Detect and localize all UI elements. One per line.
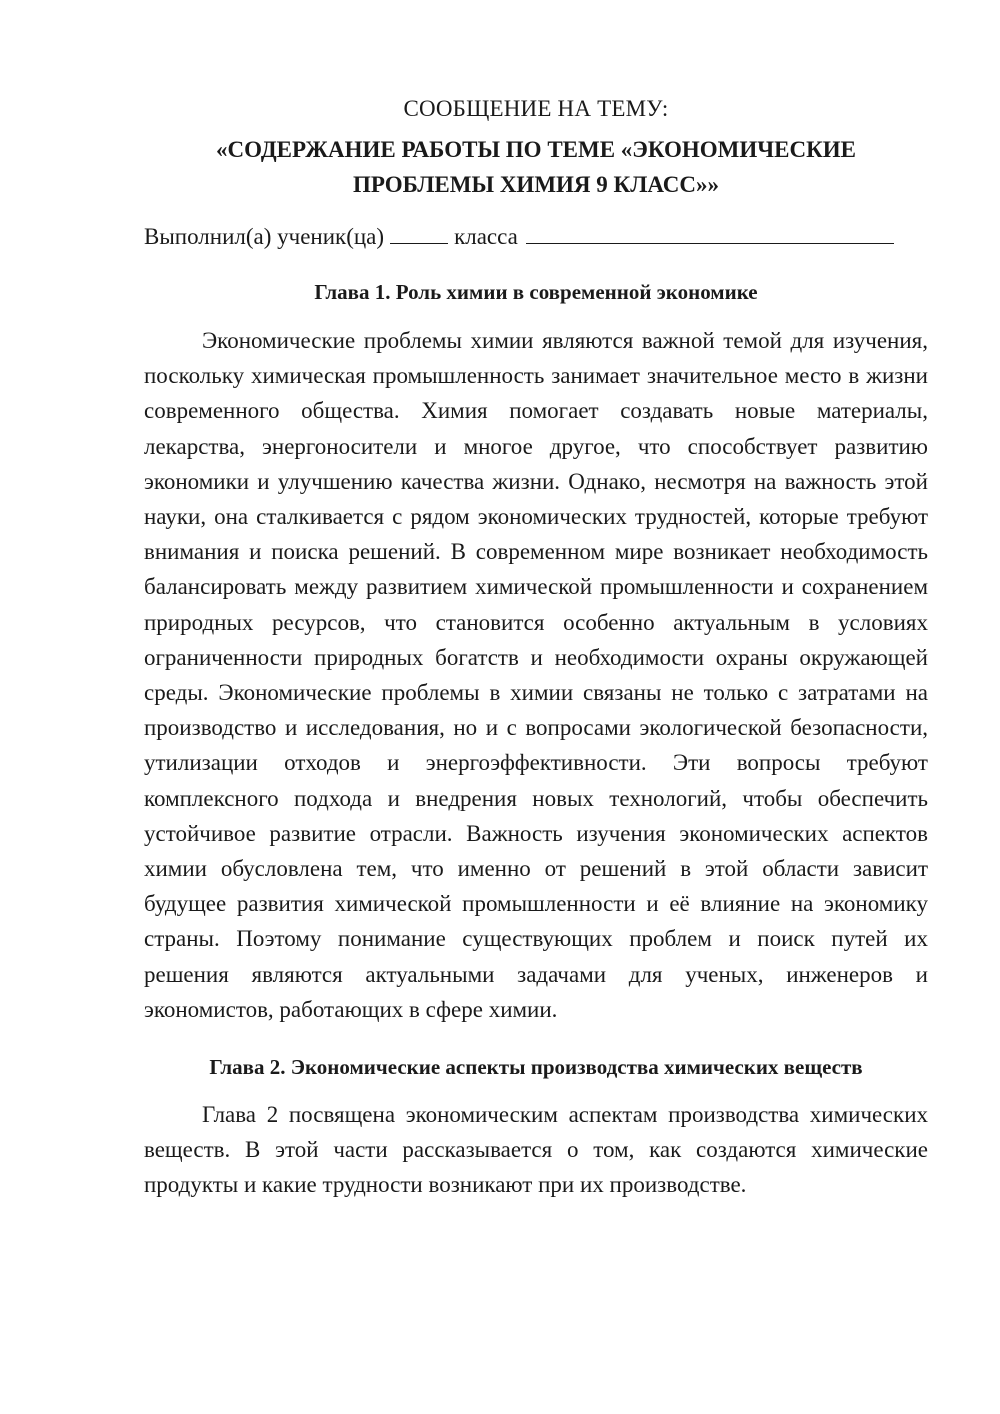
chapter-1-title: Глава 1. Роль химии в современной экономике	[314, 280, 758, 304]
document-title-line-1: «СОДЕРЖАНИЕ РАБОТЫ ПО ТЕМЕ «ЭКОНОМИЧЕСКИЕ	[215, 137, 857, 162]
author-prefix: Выполнил(а) ученик(ца)	[144, 224, 385, 249]
document-title-line-2: ПРОБЛЕМЫ ХИМИЯ 9 КЛАСС»»	[352, 172, 720, 197]
author-class-label: класса	[454, 224, 518, 249]
document-content	[144, 92, 928, 1203]
document-title	[144, 132, 928, 202]
chapter-2-title: Глава 2. Экономические аспекты производства химических веществ	[209, 1055, 863, 1080]
author-line	[144, 220, 928, 254]
document-subject: СООБЩЕНИЕ НА ТЕМУ:	[403, 96, 669, 121]
class-blank	[390, 223, 448, 244]
chapter-1-paragraph: Экономические проблемы химии являются важной темой для изучения, поскольку химическая промышленность занимает значительное место в жизни современного общества. Химия помогает создавать новые материалы, лекарства, энергоносители и многое другое, что способствует развитию экономики и улучшению качества жизни. Однако, несмотря на важность этой науки, она сталкивается с рядом экономических трудностей, которые требуют внимания и поиска решений. В современном мире возникает необходимость балансировать между развитием химической промышленности и сохранением природных ресурсов, что становится особенно актуальным в условиях ограниченности природных богатств и необходимости охраны окружающей среды. Экономические проблемы в химии связаны не только с затратами на производство и исследования, но и с вопросами экологической безопасности, утилизации отходов и энергоэффективности. Эти вопросы требуют комплексного подхода и внедрения новых технологий, чтобы обеспечить устойчивое развитие отрасли. Важность изучения экономических аспектов химии обусловлена тем, что именно от решений в этой области зависит будущее развития химической промышленности и её влияние на экономику страны. Поэтому понимание существующих проблем и поиск путей их решения являются актуальными задачами для ученых, инженеров и экономистов, работающих в сфере химии.	[144, 328, 928, 1022]
name-blank	[526, 223, 894, 244]
chapter-2-paragraph: Глава 2 посвящена экономическим аспектам производства химических веществ. В этой части рассказывается о том, как создаются химические продукты и какие трудности возникают при их производстве.	[144, 1102, 928, 1198]
